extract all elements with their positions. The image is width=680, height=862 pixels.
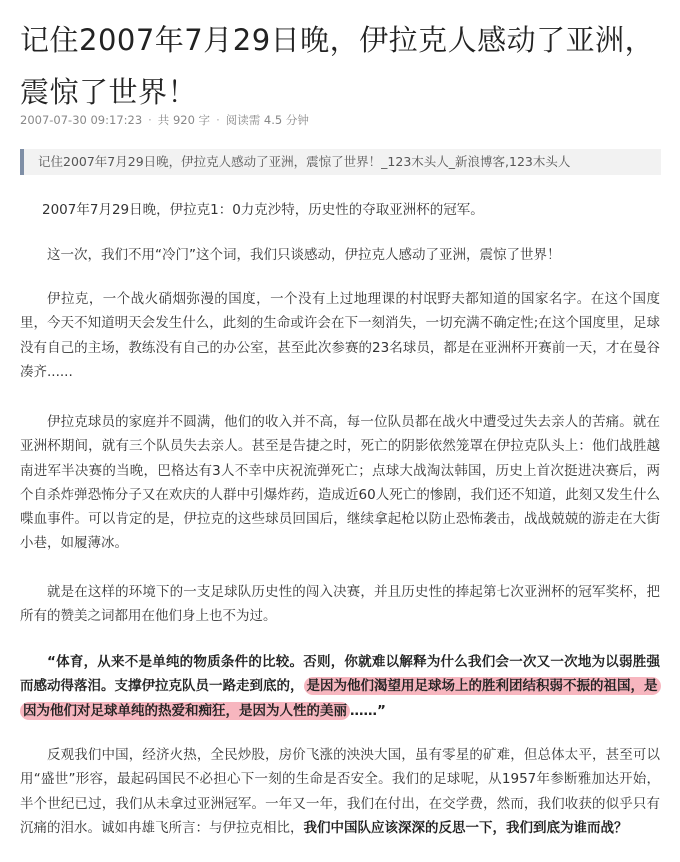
paragraph-5: 就是在这样的环境下的一支足球队历史性的闯入决赛，并且历史性的捧起第七次亚洲杯的冠军奖杯，把所有的赞美之词都用在他们身上也不为过。	[20, 584, 660, 625]
meta-separator: ·	[148, 113, 152, 127]
word-count: 共 920 字	[157, 113, 211, 127]
paragraph-7	[20, 743, 660, 840]
read-time: 阅读需 4.5 分钟	[225, 113, 309, 127]
quote-bold-text: “体育，从来不是单纯的物质条件的比较。否则，你就难以解释为什么我们会一次又一次地为以弱胜强而感动得落泪。支撑伊拉克队员一路走到底的，	[20, 654, 660, 695]
quote-ending: ……”	[350, 702, 386, 719]
article-meta	[20, 112, 309, 128]
paragraph-2: 这一次，我们不用“冷门”这个词，我们只谈感动，伊拉克人感动了亚洲，震惊了世界！	[47, 247, 561, 263]
source-quote: 记住2007年7月29日晚，伊拉克人感动了亚洲，震惊了世界！_123木头人_新浪博客,123木头人	[20, 149, 661, 175]
paragraph-3: 伊拉克，一个战火硝烟弥漫的国度，一个没有上过地理课的村氓野夫都知道的国家名字。在这个国度里，今天不知道明天会发生什么，此刻的生命或许会在下一刻消失，一切充满不确定性;在这个国度里，足球没有自己的主场，教练没有自己的办公室，甚至此次参赛的23名球员，都是在亚洲杯开赛前一天，才在曼谷凑齐......	[20, 291, 660, 380]
paragraph-6-quote	[20, 650, 660, 723]
publish-datetime: 2007-07-30 09:17:23	[20, 113, 143, 127]
paragraph-7-text: 反观我们中国，经济火热，全民炒股，房价飞涨的泱泱大国，虽有零星的矿难，但总体太平，甚至可以用“盛世”形容，最起码国民不必担心下一刻的生命是否安全。我们的足球呢，从1957年参断雅加达开始，半个世纪已过，我们从未拿过亚洲冠军。一年又一年，我们在付出，在交学费，然而，我们收获的似乎只有沉痛的泪水。诚如冉雄飞所言：与伊拉克相比，	[20, 747, 660, 836]
meta-separator: ·	[216, 113, 220, 127]
paragraph-1: 2007年7月29日晚，伊拉克1：0力克沙特，历史性的夺取亚洲杯的冠军。	[42, 202, 484, 218]
paragraph-7-bold: 我们中国队应该深深的反思一下，我们到底为谁而战？	[303, 819, 628, 836]
highlighted-text: 是因为他们渴望用足球场上的胜利团结积弱不振的祖国，是因为他们对足球单纯的热爱和痴狂，是因为人性的美丽	[20, 677, 661, 719]
paragraph-4: 伊拉克球员的家庭并不圆满，他们的收入并不高，每一位队员都在战火中遭受过失去亲人的苦痛。就在亚洲杯期间，就有三个队员失去亲人。甚至是告捷之时，死亡的阴影依然笼罩在伊拉克队头上：他们战胜越南进军半决赛的当晚，巴格达有3人不幸中庆祝流弹死亡；点球大战淘汰韩国，历史上首次挺进决赛后，两个自杀炸弹恐怖分子又在欢庆的人群中引爆炸药，造成近60人死亡的惨剧，我们还不知道，此刻又发生什么喋血事件。可以肯定的是，伊拉克的这些球员回国后，继续拿起枪以防止恐怖袭击，战战兢兢的游走在大街小巷，如履薄冰。	[20, 414, 660, 552]
article-title: 记住2007年7月29日晚，伊拉克人感动了亚洲，震惊了世界！	[20, 23, 655, 109]
